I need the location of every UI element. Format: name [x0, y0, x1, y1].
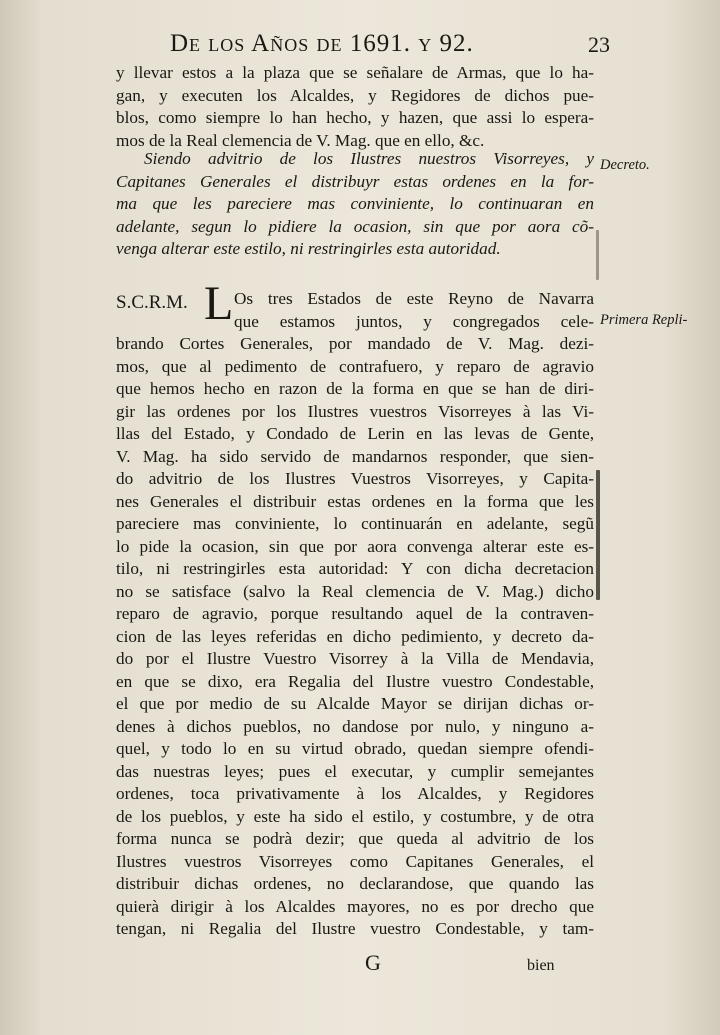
- text-line: brando Cortes Generales, por mandado de V. Mag. dezi-: [116, 334, 594, 353]
- text-line: el que por medio de su Alcalde Mayor se dirijan dichas or-: [116, 694, 594, 713]
- text-line: llas del Estado, y Condado de Lerin en las levas de Gente,: [116, 424, 594, 443]
- text-line: gan, y executen los Alcaldes, y Regidores de dichos pue-: [116, 85, 594, 105]
- text-line: de los pueblos, y este ha sido el estilo, y costumbre, y de otra: [116, 806, 594, 826]
- text-line: Os tres Estados de este Reyno de Navarra: [234, 289, 594, 308]
- page-number: 23: [588, 32, 610, 57]
- margin-ink-mark: [596, 230, 599, 280]
- text-line: das nuestras leyes; pues el executar, y cumplir semejantes: [116, 761, 594, 781]
- paragraph-3-reply: [116, 288, 594, 941]
- text-line: do por el Ilustre Vuestro Visorrey à la Villa de Mendavia,: [116, 649, 594, 668]
- text-line: nes Generales el distribuir estas ordenes en la forma que les: [116, 491, 594, 511]
- text-line: adelante, segun lo pidiere la ocasion, sin que por aora cõ-: [116, 216, 594, 236]
- text-line: tengan, ni Regalia del Ilustre vuestro Condestable, y tam-: [116, 919, 594, 938]
- margin-note-decreto: Decreto.: [600, 157, 650, 173]
- catchword: bien: [527, 957, 555, 974]
- text-line: y llevar estos a la plaza que se señalare de Armas, que lo ha-: [116, 63, 594, 82]
- text-line: Capitanes Generales el distribuyr estas ordenes en la for-: [116, 171, 594, 191]
- text-line: reparo de agravio, porque resultando aquel de la contraven-: [116, 604, 594, 623]
- signature-mark: G: [365, 950, 381, 975]
- text-line: distribuir dichas ordenes, no declarandose, que quando las: [116, 874, 594, 893]
- text-line: gir las ordenes por los Ilustres vuestros Visorreyes à las Vi-: [116, 401, 594, 421]
- text-line: mos de la Real clemencia de V. Mag. que en ello, &c.: [116, 130, 485, 150]
- text-line: denes à dichos pueblos, no dandose por nulo, y ninguno a-: [116, 716, 594, 736]
- text-line: venga alterar este estilo, ni restringirles esta autoridad.: [116, 239, 501, 258]
- text-line: ma que les pareciere mas conviniente, lo continuaran en: [116, 194, 594, 213]
- text-line: en que se dixo, era Regalia del Ilustre vuestro Condestable,: [116, 671, 594, 691]
- text-line: quierà dirigir à los Alcaldes mayores, no es por drecho que: [116, 896, 594, 916]
- text-line: mos, que al pedimento de contrafuero, y reparo de agravio: [116, 356, 594, 376]
- text-line: quel, y todo lo en su virtud obrado, quedan siempre ofendi-: [116, 739, 594, 758]
- text-line: forma nunca se podrà dezir; que queda al advitrio de los: [116, 829, 594, 848]
- margin-ink-mark: [596, 470, 600, 600]
- text-line: do advitrio de los Ilustres Vuestros Visorreyes, y Capita-: [116, 469, 594, 488]
- running-title: De los Años de 1691. y 92.: [170, 30, 474, 57]
- text-line: pareciere mas conviniente, lo continuarán en adelante, segũ: [116, 514, 594, 533]
- paragraph-2-decree: [116, 148, 594, 261]
- text-line: ordenes, toca privativamente à los Alcaldes, y Regidores: [116, 784, 594, 803]
- text-line: blos, como siempre lo han hecho, y hazen, que assi lo espera-: [116, 108, 594, 127]
- paragraph-1: [116, 62, 594, 152]
- page-header: [170, 30, 610, 60]
- sigla: S.C.R.M.: [116, 292, 188, 313]
- text-line: tilo, ni restringirles esta autoridad: Y con dicha decretacion: [116, 559, 594, 578]
- text-line: cion de las leyes referidas en dicho pedimiento, y decreto da-: [116, 626, 594, 646]
- text-line: Ilustres vuestros Visorreyes como Capitanes Generales, el: [116, 851, 594, 871]
- text-line: que hemos hecho en razon de la forma en que se han de diri-: [116, 379, 594, 398]
- text-line: lo pide la ocasion, sin que por aora convenga alterar este es-: [116, 536, 594, 556]
- margin-note-primera-replica: Primera Repli-: [600, 312, 688, 328]
- text-line: no se satisface (salvo la Real clemencia de V. Mag.) dicho: [116, 581, 594, 601]
- text-line: V. Mag. ha sido servido de mandarnos responder, que sien-: [116, 446, 594, 466]
- drop-initial: L: [204, 277, 234, 330]
- text-line: Siendo advitrio de los Ilustres nuestros Visorreyes, y: [144, 149, 594, 168]
- text-line: que estamos juntos, y congregados cele-: [234, 311, 594, 331]
